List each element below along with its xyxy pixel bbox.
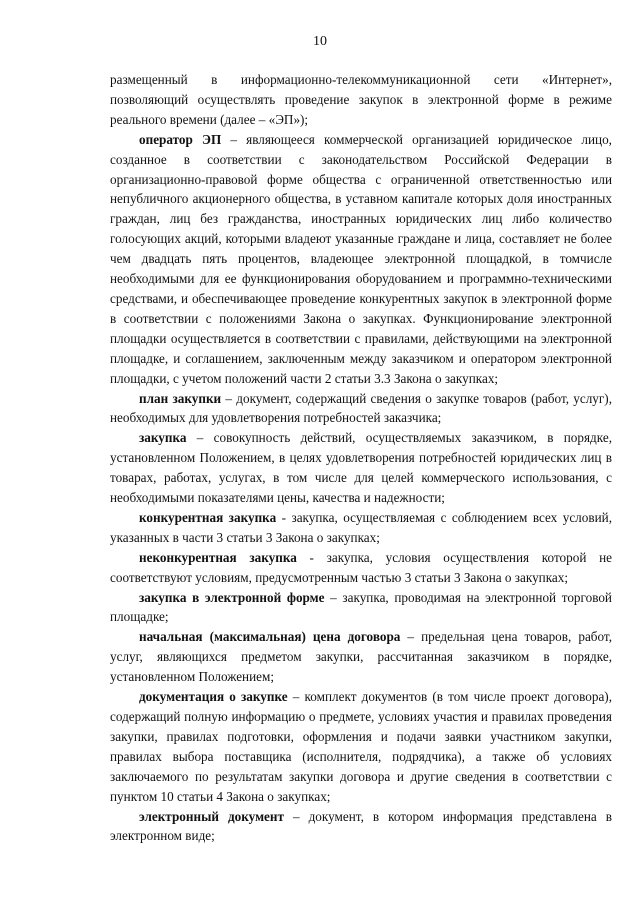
paragraph-noncompetitive-procurement (110, 548, 612, 588)
paragraph-ep-operator (110, 130, 612, 389)
paragraph-text: – комплект документов (в том числе проект договора), содержащий полную информацию о предмете, условиях участия и правилах проведения закупки, правилах подготовки, оформления и подачи заявки участником закупки, правилах выбора поставщика (исполнителя, подрядчика), а также об условиях заключаемого по результатам закупки договора и другие сведения в соответствии с пунктом 10 статьи 4 Закона о закупках; (110, 689, 613, 804)
paragraph-competitive-procurement (110, 508, 612, 548)
paragraph-text: – предельная цена товаров, работ, услуг, являющихся предметом закупки, рассчитанная заказчиком в порядке, установленном Положением; (110, 629, 613, 685)
term-procurement-plan: план закупки (139, 390, 222, 406)
paragraph-text: – закупка, проводимая на электронной торговой площадке; (110, 589, 612, 625)
term-electronic-procurement: закупка в электронной форме (139, 589, 325, 605)
term-noncompetitive-procurement: неконкурентная закупка (139, 549, 297, 565)
page-number: 10 (313, 34, 327, 49)
paragraph-ep-definition-end (110, 70, 612, 130)
paragraph-procurement (110, 428, 612, 508)
term-competitive-procurement: конкурентная закупка (139, 509, 277, 525)
paragraph-text: – являющееся коммерческой организацией юридическое лицо, созданное в соответствии с законодательством Российской Федерации в организационно-правовой форме общества с ограниченной ответственностью или непубличного акционерного общества, в уставном капитале которых доля иностранных граждан, лиц без гражданства, иностранных юридических лиц либо количество голосующих акций, которыми владеют указанные граждане и лица, составляет не более чем двадцать пять процентов, владеющее электронной площадкой, в томчисле необходимыми для ее функционирования оборудованием и программно-техническими средствами, и обеспечивающее проведение конкурентных закупок в электронной форме в соответствии с положениями Закона о закупках. Функционирование электронной площадки осуществляется в соответствии с правилами, действующими на электронной площадке, и соглашением, заключенным между заказчиком и оператором электронной площадки, с учетом положений части 2 статьи 3.3 Закона о закупках; (110, 131, 612, 386)
paragraph-electronic-document (110, 807, 612, 847)
term-initial-max-price: начальная (максимальная) цена договора (139, 629, 401, 645)
paragraph-procurement-documentation (110, 687, 612, 806)
paragraph-text: - закупка, условия осуществления которой не соответствуют условиям, предусмотренным частью 3 статьи 3 Закона о закупках; (110, 549, 613, 585)
paragraph-text: - закупка, осуществляемая с соблюдением всех условий, указанных в части 3 статьи 3 Закона о закупках; (110, 509, 612, 545)
term-ep-operator: оператор ЭП (139, 131, 222, 147)
document-body (110, 70, 612, 846)
term-procurement: закупка (139, 430, 187, 446)
paragraph-text: – совокупность действий, осуществляемых заказчиком, в порядке, установленном Положением, в целях удовлетворения потребностей юридических лиц в товарах, работах, услугах, в том числе для целей коммерческого использования, с необходимыми показателями цены, качества и надежности; (110, 430, 612, 506)
paragraph-text: – документ, содержащий сведения о закупке товаров (работ, услуг), необходимых для удовлетворения потребностей заказчика; (110, 390, 612, 426)
paragraph-text: – документ, в котором информация представлена в электронном виде; (110, 808, 612, 844)
term-electronic-document: электронный документ (139, 808, 284, 824)
paragraph-initial-max-price (110, 627, 612, 687)
paragraph-text: размещенный в информационно-телекоммуникационной сети «Интернет», позволяющий осуществлять проведение закупок в электронной форме в режиме реального времени (далее – «ЭП»); (110, 72, 612, 127)
term-procurement-documentation: документация о закупке (139, 689, 288, 705)
paragraph-electronic-procurement (110, 588, 612, 628)
paragraph-procurement-plan (110, 389, 612, 429)
